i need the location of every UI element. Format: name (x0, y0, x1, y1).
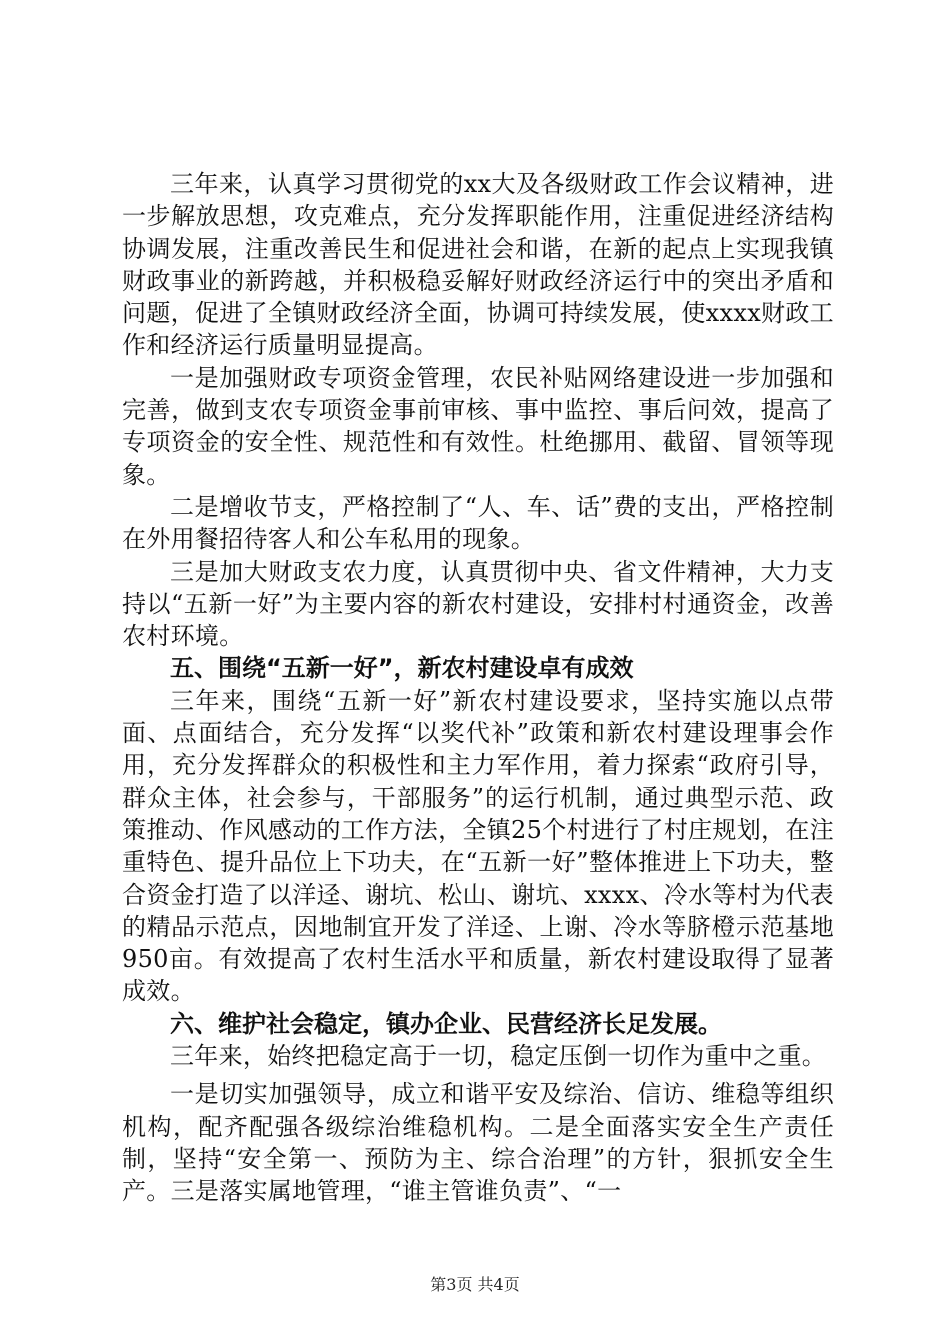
section-heading-6: 六、维护社会稳定，镇办企业、民营经济长足发展。 (170, 1009, 722, 1038)
paragraph-section-6-measures: 一是切实加强领导，成立和谐平安及综治、信访、维稳等组织机构，配齐配强各级综治维稳机构。二是全面落实安全生产责任制，坚持“安全第一、预防为主、综合治理”的方针，狠抓安全生产。三是落实属地管理，“谁主管谁负责”、“一 (122, 1080, 834, 1206)
paragraph-point-two: 二是增收节支，严格控制了“人、车、话”费的支出，严格控制在外用餐招待客人和公车私用的现象。 (122, 492, 834, 554)
paragraph-section-6-intro: 三年来，始终把稳定高于一切，稳定压倒一切作为重中之重。 (170, 1042, 827, 1071)
paragraph-intro: 三年来，认真学习贯彻党的xx大及各级财政工作会议精神，进一步解放思想，攻克难点，充分发挥职能作用，注重促进经济结构协调发展，注重改善民生和促进社会和谐，在新的起点上实现我镇财政事业的新跨越，并积极稳妥解好财政经济运行中的突出矛盾和问题，促进了全镇财政经济全面，协调可持续发展，使xxxx财政工作和经济运行质量明显提高。 (122, 170, 834, 360)
section-heading-5: 五、围绕“五新一好”，新农村建设卓有成效 (170, 654, 634, 683)
paragraph-point-three: 三是加大财政支农力度，认真贯彻中央、省文件精神，大力支持以“五新一好”为主要内容的新农村建设，安排村村通资金，改善农村环境。 (122, 557, 834, 651)
page-number-footer: 第3页 共4页 (430, 1275, 520, 1294)
document-body (122, 168, 834, 1208)
paragraph-point-one: 一是加强财政专项资金管理，农民补贴网络建设进一步加强和完善，做到支农专项资金事前审核、事中监控、事后问效，提高了专项资金的安全性、规范性和有效性。杜绝挪用、截留、冒领等现象。 (122, 363, 834, 489)
paragraph-section-5: 三年来，围绕“五新一好”新农村建设要求，坚持实施以点带面、点面结合，充分发挥“以奖代补”政策和新农村建设理事会作用，充分发挥群众的积极性和主力军作用，着力探索“政府引导，群众主体，社会参与，干部服务”的运行机制，通过典型示范、政策推动、作风感动的工作方法，全镇25个村进行了村庄规划，在注重特色、提升品位上下功夫，在“五新一好”整体推进上下功夫，整合资金打造了以洋迳、谢坑、松山、谢坑、xxxx、冷水等村为代表的精品示范点，因地制宜开发了洋迳、上谢、冷水等脐橙示范基地950亩。有效提高了农村生活水平和质量，新农村建设取得了显著成效。 (122, 686, 834, 1006)
